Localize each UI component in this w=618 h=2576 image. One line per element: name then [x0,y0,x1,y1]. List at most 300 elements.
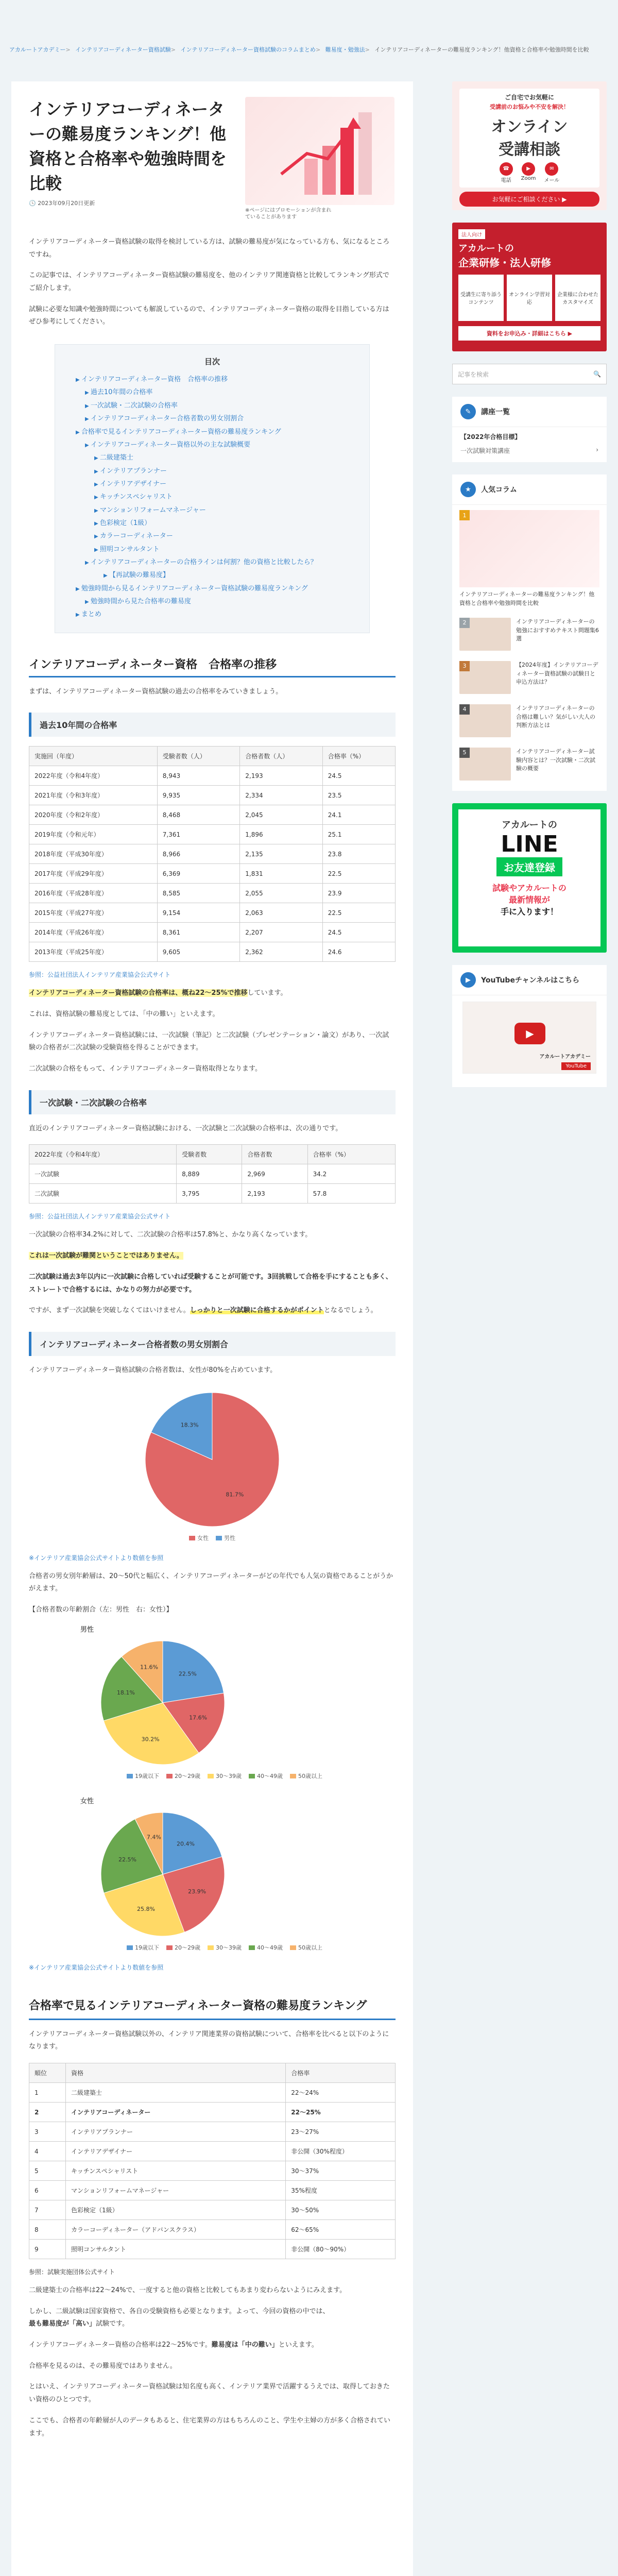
popular-thumb [459,748,511,781]
table-cell: 24.5 [322,923,395,942]
legend-item: 40〜49歳 [249,1943,283,1952]
ad1-line1: ご自宅でお気軽に [504,94,554,101]
sidebar [452,81,607,1099]
table-header: 実施回（年度） [29,747,158,766]
clock-icon: 🕓 2023年09月20日更新 [29,200,95,207]
popular-item[interactable] [452,699,607,742]
search-box[interactable] [452,364,607,384]
table-row [29,766,396,786]
source-note-3 [29,1553,396,1562]
table-cell: 3 [29,2122,66,2142]
source-note-2 [29,1212,396,1221]
male-chart-title: 男性 [80,1625,94,1634]
table-cell: 一次試験 [29,1164,177,1184]
table-row [29,2103,396,2122]
table-cell: 7 [29,2200,66,2220]
table-cell: 5 [29,2161,66,2181]
s4-p3 [29,2339,396,2352]
table-row [29,1164,396,1184]
legend-item: 20〜29歳 [166,1772,200,1780]
table-cell: キッチンスペシャリスト [65,2161,285,2181]
table-cell: 9,605 [157,942,239,962]
toc-item[interactable]: ▶ まとめ [76,608,349,621]
star-icon: ★ [460,482,476,497]
legend-item: 50歳以上 [290,1772,322,1780]
source-link-4[interactable]: ※インテリア産業協会公式サイトより数値を参照 [29,1963,164,1971]
s4-p2-head: しかし、二級試験は国家資格で、各自の受験資格も必要となります。よって、今回の資格の中では、 [29,2307,330,2315]
s3-lead: インテリアコーディネーター資格試験の合格者数は、女性が80%を占めています。 [29,1366,277,1374]
ad1-cta[interactable]: お気軽にご相談ください ▶ [459,192,599,207]
video-icon: ▶ [522,162,535,176]
popular-item[interactable] [452,613,607,656]
pie-slice-label: 17.6% [189,1714,208,1721]
male-pie-svg [29,1636,396,1770]
source-note-4 [29,1963,396,1972]
table-row [29,805,396,825]
search-icon[interactable]: 🔍 [593,370,601,378]
legend-swatch [127,1945,133,1950]
chart-growth-illustration [245,97,394,205]
table-cell: 2013年度（平成25年度） [29,942,158,962]
female-chart-title: 女性 [80,1797,94,1805]
s2-p4-mark: しっかりと一次試験に合格するかがポイント [190,1307,324,1315]
toc-item[interactable]: ▶ インテリアプランナー [94,465,349,478]
popular-thumb [459,704,511,737]
table-cell: 8,889 [177,1164,242,1184]
table-cell: 6,369 [157,864,239,884]
table-cell: 色彩検定（1級） [65,2200,285,2220]
gender-legend [29,1534,396,1542]
s4-p5: とはいえ、インテリアコーディネーター資格試験は知名度も高く、インテリア業界で活躍するうえでは、取得しておきたい資格のひとつです。 [29,2383,390,2404]
table-header: 合格率（%） [307,1145,395,1164]
pie-slice-label: 22.5% [118,1856,136,1863]
table-cell: 7,361 [157,825,239,844]
rank-badge-1: 1 [459,510,470,520]
toc-item[interactable]: ▶ 合格率で見るインテリアコーディネーター資格の難易度ランキング [76,426,349,438]
table-cell: 9,154 [157,903,239,923]
gender-pie-chart [29,1387,396,1542]
s2-p1: 一次試験の合格率34.2%に対して、二次試験の合格率は57.8%と、かなり高くなっています。 [29,1231,312,1239]
table-cell: 3,795 [177,1184,242,1204]
youtube-widget-label: YouTubeチャンネルはこちら [481,976,580,985]
popular-item-title: 【2024年度】インテリアコーディネーター資格試験の試験日と申込方法は？ [516,662,598,685]
toc-item[interactable]: ▶ 色彩検定（1級） [94,517,349,530]
table-cell: 8,943 [157,766,239,786]
rank-badge: 5 [459,748,470,758]
female-pie-svg [29,1807,396,1941]
legend-item: 40〜49歳 [249,1772,283,1780]
table-cell: 2,334 [240,786,322,805]
popular-item-title: インテリアコーディネーターの合格は難しい？気がしい大人の判断方法とは [516,705,595,728]
table-cell: 2,193 [240,766,322,786]
legend-item: 30〜39歳 [208,1772,242,1780]
table-header: 合格率（%） [322,747,395,766]
s2-p4-head: ですが、まず一次試験を突破しなくてはいけません。 [29,1307,190,1315]
toc-item[interactable]: ▶ キッチンスペシャリスト [94,490,349,503]
table-cell: 2,969 [242,1164,307,1184]
s4-p2-bold: 最も難易度が「高い」 [29,2320,96,2328]
source-link[interactable]: 参照：公益社団法人インテリア産業協会公式サイト [29,971,171,979]
pie-slice-label: 11.6% [140,1664,158,1671]
section-heading-ranking: 合格率で見るインテリアコーディネーター資格の難易度ランキング [29,1997,396,2020]
s1-p1 [29,987,396,1000]
popular-item-title: インテリアコーディネーター試験内容とは？一次試験・二次試験の概要 [516,748,595,772]
table-cell: 2,055 [240,884,322,903]
ad2-title2: 企業研修・法人研修 [458,257,551,269]
line-brand: アカルートの [502,820,557,831]
youtube-widget-title [452,965,607,995]
table-cell: 57.8 [307,1184,395,1204]
rank-badge: 4 [459,704,470,715]
course-item[interactable] [452,443,607,462]
table-cell: カラーコーディネーター（アドバンスクラス） [65,2220,285,2240]
ad2-feature-3: 企業様に合わせたカスタマイズ [555,275,600,321]
table-cell: 2021年度（令和3年度） [29,786,158,805]
source-note [29,970,396,979]
popular-first-caption: インテリアコーディネーターの難易度ランキング！他資格と合格率や勉強時間を比較 [459,591,595,606]
table-cell: 2,193 [242,1184,307,1204]
table-row [29,2161,396,2181]
table-cell: 2,207 [240,923,322,942]
source-link-3[interactable]: ※インテリア産業協会公式サイトより数値を参照 [29,1554,164,1562]
legend-swatch [216,1536,222,1540]
table-row [29,825,396,844]
toc-item[interactable]: ▶ インテリアコーディネーターの合格ラインは何割？他の資格と比較したら？ [85,556,349,569]
s1-p2: これは、資格試験の難易度としては、「中の難い」といえます。 [29,1010,219,1019]
legend-swatch [249,1774,255,1778]
table-cell: 2016年度（平成28年度） [29,884,158,903]
pr-note: ※ページにはプロモーションが含まれていることがあります [245,208,332,220]
table-row [29,942,396,962]
table-cell: 照明コンサルタント [65,2240,285,2259]
pie-slice-label: 23.9% [188,1888,207,1895]
table-row [29,903,396,923]
legend-item: 20〜29歳 [166,1943,200,1952]
youtube-channel-label: アカルートアカデミー [539,1054,591,1060]
table-cell: 23.5 [322,786,395,805]
table-cell: 2020年度（令和2年度） [29,805,158,825]
popular-first-thumb [459,510,599,587]
pass-rate-table [29,746,396,962]
table-cell: 25.1 [322,825,395,844]
youtube-widget [452,965,607,1087]
popular-widget-label: 人気コラム [481,486,517,494]
ad1-icons [464,162,595,183]
line-reg: お友達登録 [496,857,562,876]
table-cell: 2 [29,2103,66,2122]
subheading-10-years: 過去10年間の合格率 [29,713,396,737]
line-sub1: 試験やアカルートの [492,883,566,893]
s1-lead: まずは、インテリアコーディネーター資格試験の過去の合格率をみていきましょう。 [29,687,283,696]
toc-item[interactable]: ▶ 照明コンサルタント [94,543,349,556]
table-cell: 22.5 [322,903,395,923]
s4-p3-head: インテリアコーディネーター資格の合格率は22〜25%です。 [29,2341,212,2349]
article-meta [29,199,235,207]
table-cell: 二次試験 [29,1184,177,1204]
table-cell: 22.5 [322,864,395,884]
s4-p3-tail: といえます。 [278,2341,318,2349]
table-cell: 二級建築士 [65,2083,285,2103]
s2-p3: 二次試験は過去3年以内に一次試験に合格していれば受験することが可能です。3回挑戦して合格を手にすることも多く、ストレートで合格するには、かなりの努力が必要です。 [29,1273,392,1294]
table-cell: 24.5 [322,766,395,786]
table-cell: 24.1 [322,805,395,825]
table-row [29,1184,396,1204]
table-cell: 8,468 [157,805,239,825]
table-cell: 8 [29,2220,66,2240]
table-cell: 2017年度（平成29年度） [29,864,158,884]
article-header [29,97,396,221]
pie-slice-label: 22.5% [178,1670,197,1677]
popular-widget-title [452,474,607,505]
s2-p4-tail: となるでしょう。 [323,1307,377,1315]
toc-item[interactable]: ▶ インテリアコーディネーター資格 合格率の推移 [76,373,349,386]
table-cell: 9 [29,2240,66,2259]
pie-slice-label: 7.4% [146,1834,161,1841]
course-item-label: 一次試験対策講座 [460,447,510,454]
rank-badge: 3 [459,661,470,671]
table-cell: インテリアコーディネーター [65,2103,285,2122]
course-list-widget [452,397,607,462]
table-row [29,2200,396,2220]
toc-item[interactable]: ▶ 【再試験の難易度】 [104,569,349,582]
table-cell: 24.6 [322,942,395,962]
legend-item: 19歳以下 [127,1772,159,1780]
s2-p4 [29,1304,396,1317]
ad2-feature-1: 受講生に寄り添うコンテンツ [458,275,504,321]
pie-slice-label: 81.7% [226,1491,244,1498]
popular-thumb [459,618,511,651]
pie-slice-label: 18.3% [180,1421,199,1428]
subheading-first-second: 一次試験・二次試験の合格率 [29,1090,396,1114]
popular-item-title: インテリアコーディネーターの勉強におすすめテキスト問題集6選 [516,618,599,642]
female-legend [127,1943,396,1952]
table-cell: 35%程度 [286,2181,396,2200]
table-cell: マンションリフォームマネージャー [65,2181,285,2200]
update-date: 2023年09月20日更新 [38,200,95,207]
chevron-right-icon: › [596,446,598,453]
ad1-icon-label-3: メール [544,178,560,183]
male-legend [127,1772,396,1780]
course-section: 【2022年合格目標】 [460,433,521,440]
popular-columns-widget [452,474,607,791]
table-cell: 非公開（80〜90%） [286,2240,396,2259]
table-header: 合格率 [286,2063,396,2083]
table-row [29,2181,396,2200]
play-icon: ▶ [460,972,476,988]
table-cell: 1,831 [240,864,322,884]
ad2-tag: 法人向け [458,229,485,239]
section-heading-pass-rate: インテリアコーディネーター資格 合格率の推移 [29,656,396,677]
corporate-training-banner[interactable] [452,223,607,351]
toc-item[interactable]: ▶ 二級建築士 [94,451,349,464]
table-header: 合格者数（人） [240,747,322,766]
gender-pie-svg [29,1387,396,1532]
ad2-title1: アカルートの [458,243,514,254]
table-cell: 8,585 [157,884,239,903]
youtube-play-icon: ▶ [514,1023,545,1044]
youtube-thumb[interactable] [462,1002,596,1074]
toc-item[interactable]: ▶ カラーコーディネーター [94,530,349,543]
table-row [29,2240,396,2259]
table-cell: 6 [29,2181,66,2200]
breadcrumb: アカルートアカデミー> インテリアコーディネーター資格試験> インテリアコーディネーター資格試験のコラムまとめ> 難易度・勉強法> インテリアコーディネーターの難易度ランキング！他資格と合格率や勉強時間を比較 [9,46,589,53]
male-age-pie-chart [29,1636,396,1780]
s3-p2: 【合格者数の年齢割合（左：男性 右：女性）】 [29,1605,173,1614]
table-cell: 22〜24% [286,2083,396,2103]
pie-slice-label: 20.4% [177,1840,195,1848]
course-widget-title [452,397,607,427]
legend-swatch [249,1945,255,1950]
toc-item[interactable]: ▶ 過去10年間の合格率 [85,386,349,399]
toc-item[interactable]: ▶ インテリアコーディネーター資格以外の主な試験概要 [85,438,349,451]
table-cell: 30〜37% [286,2161,396,2181]
table-cell: 2022年度（令和4年度） [29,766,158,786]
table-cell: 30〜50% [286,2200,396,2220]
popular-thumb [459,661,511,694]
table-row [29,786,396,805]
legend-swatch [166,1774,173,1778]
breadcrumb-home[interactable]: アカルートアカデミー [9,46,66,53]
toc-title: 目次 [204,357,220,367]
ad1-big1: オンライン [491,118,568,136]
popular-list [452,613,607,786]
table-row [29,2220,396,2240]
intro-3: 試験に必要な知識や勉強時間についても解説しているので、インテリアコーディネーター資格の取得を目指している方はぜひ参考にしてください。 [29,305,389,326]
legend-swatch [189,1536,195,1540]
ad2-features [458,275,600,321]
toc-item[interactable]: ▶ インテリアデザイナー [94,478,349,490]
table-row [29,923,396,942]
pie-slice-label: 30.2% [141,1736,160,1743]
s3-p1: 合格者の男女別年齢層は、20〜50代と幅広く、インテリアコーディネーターがどの年代でも人気の資格であることがうかがえます。 [29,1572,393,1593]
popular-item[interactable] [452,742,607,786]
legend-item: 女性 [189,1534,209,1542]
ad2-cta[interactable]: 資料をお申込み・詳細はこちら ▶ [458,326,600,341]
intro-2: この記事では、インテリアコーディネーター資格試験の難易度を、他のインテリア関連資格と比較してランキング形式でご紹介します。 [29,272,389,293]
ad1-line2: 受講前のお悩みや不安を解決！ [490,104,569,110]
table-header: 資格 [65,2063,285,2083]
source-note-5: 参照：試験実施団体公式サイト [29,2268,115,2276]
legend-item: 50歳以上 [290,1943,322,1952]
online-consult-banner[interactable] [452,81,607,210]
source-link-2[interactable]: 参照：公益社団法人インテリア産業協会公式サイト [29,1213,171,1221]
popular-item-first[interactable] [452,505,607,613]
toc-item[interactable]: ▶ 勉強時間から見た合格率の難易度 [85,595,349,608]
table-of-contents [55,344,370,633]
table-cell: 2,135 [240,844,322,864]
table-row [29,2142,396,2161]
table-row [29,884,396,903]
table-cell: 2,362 [240,942,322,962]
phone-icon: ☎ [500,162,513,176]
legend-swatch [166,1945,173,1950]
table-cell: 2019年度（令和元年） [29,825,158,844]
table-header: 2022年度（令和4年度） [29,1145,177,1164]
ad1-icon-label-2: Zoom [521,176,536,181]
table-cell: 34.2 [307,1164,395,1184]
table-header: 受験者数 [177,1145,242,1164]
legend-item: 19歳以下 [127,1943,159,1952]
female-age-pie-chart [29,1807,396,1952]
popular-item[interactable] [452,656,607,699]
table-cell: 非公開（30%程度） [286,2142,396,2161]
line-word: LINE [501,831,558,857]
breadcrumb-category[interactable]: 難易度・勉強法 [325,46,365,53]
table-cell: インテリアプランナー [65,2122,285,2142]
legend-item: 30〜39歳 [208,1943,242,1952]
subheading-gender: インテリアコーディネーター合格者数の男女別割合 [29,1332,396,1356]
toc-item[interactable]: ▶ 一次試験・二次試験の合格率 [85,399,349,412]
table-cell: 62〜65% [286,2220,396,2240]
table-cell: 2,045 [240,805,322,825]
table-cell: 1,896 [240,825,322,844]
hero-image [245,97,394,205]
s4-p3-bold: 難易度は「中の難い」 [211,2341,279,2349]
table-row [29,2083,396,2103]
line-sub3: 手に入ります！ [500,907,558,917]
line-sub2: 最新情報が [508,895,550,905]
legend-item: 男性 [216,1534,235,1542]
table-row [29,2122,396,2142]
table-cell: 2014年度（平成26年度） [29,923,158,942]
s1-p3: インテリアコーディネーター資格試験には、一次試験（筆記）と二次試験（プレゼンテーション・論文）があり、一次試験の合格者が二次試験の受験資格を得ることができます。 [29,1031,389,1052]
breadcrumb-columns[interactable]: インテリアコーディネーター資格試験のコラムまとめ [180,46,316,53]
s2-p2 [29,1250,396,1263]
table-cell: 1 [29,2083,66,2103]
pie-slice-label: 18.1% [116,1689,135,1696]
table-header: 順位 [29,2063,66,2083]
table-cell: 2,063 [240,903,322,923]
ad1-big2: 受講相談 [499,141,560,159]
table-cell: 4 [29,2142,66,2161]
toc-item[interactable]: ▶ 勉強時間から見るインテリアコーディネーター資格試験の難易度ランキング [76,582,349,595]
ad1-icon-label-1: 電話 [501,178,511,183]
breadcrumb-exam[interactable]: インテリアコーディネーター資格試験 [75,46,171,53]
table-cell: 8,361 [157,923,239,942]
legend-swatch [290,1945,296,1950]
table-cell: 2015年度（平成27年度） [29,903,158,923]
s4-p1: 二級建築士の合格率は22〜24%で、一度すると他の資格と比較してもあまり変わらないようにみえます。 [29,2286,347,2295]
legend-swatch [290,1774,296,1778]
intro-1: インテリアコーディネーター資格試験の取得を検討している方は、試験の難易度が気になっている方も、気になるところですね。 [29,238,390,259]
s2-highlight: これは一次試験が難関ということではありません。 [29,1252,183,1260]
page-title: インテリアコーディネーターの難易度ランキング！他資格と合格率や勉強時間を比較 [29,99,227,193]
table-cell: 9,935 [157,786,239,805]
youtube-button[interactable]: YouTube [561,1062,591,1070]
course-widget-label: 講座一覧 [481,408,510,416]
rank-badge: 2 [459,618,470,628]
table-header: 受験者数（人） [157,747,239,766]
line-banner[interactable] [452,803,607,953]
table-row [29,844,396,864]
toc-list [76,373,349,621]
table-cell: 8,966 [157,844,239,864]
legend-swatch [208,1945,214,1950]
table-header: 合格者数 [242,1145,307,1164]
toc-item[interactable]: ▶ マンションリフォームマネージャー [94,504,349,517]
s2-lead: 直近のインテリアコーディネーター資格試験における、一次試験と二次試験の合格率は、次の通りです。 [29,1124,342,1132]
s4-p2 [29,2306,396,2331]
s1-p1-tail: しています。 [247,989,287,997]
search-input[interactable]: 記事を検索 [458,370,489,378]
s4-p6: ここでも、合格者の年齢層が人のデータもあると、住宅業界の方はもちろんのこと、学生や主婦の方が多く合格されています。 [29,2416,391,2437]
s4-lead: インテリアコーディネーター資格試験以外の、インテリア関連業界の資格試験について、合格率を比べると以下のようになります。 [29,2030,389,2051]
table-cell: 2018年度（平成30年度） [29,844,158,864]
toc-item[interactable]: ▶ インテリアコーディネーター合格者数の男女別割合 [85,412,349,425]
table-row [29,864,396,884]
table-cell: 23.9 [322,884,395,903]
s1-p4: 二次試験の合格をもって、インテリアコーディネーター資格取得となります。 [29,1065,262,1073]
